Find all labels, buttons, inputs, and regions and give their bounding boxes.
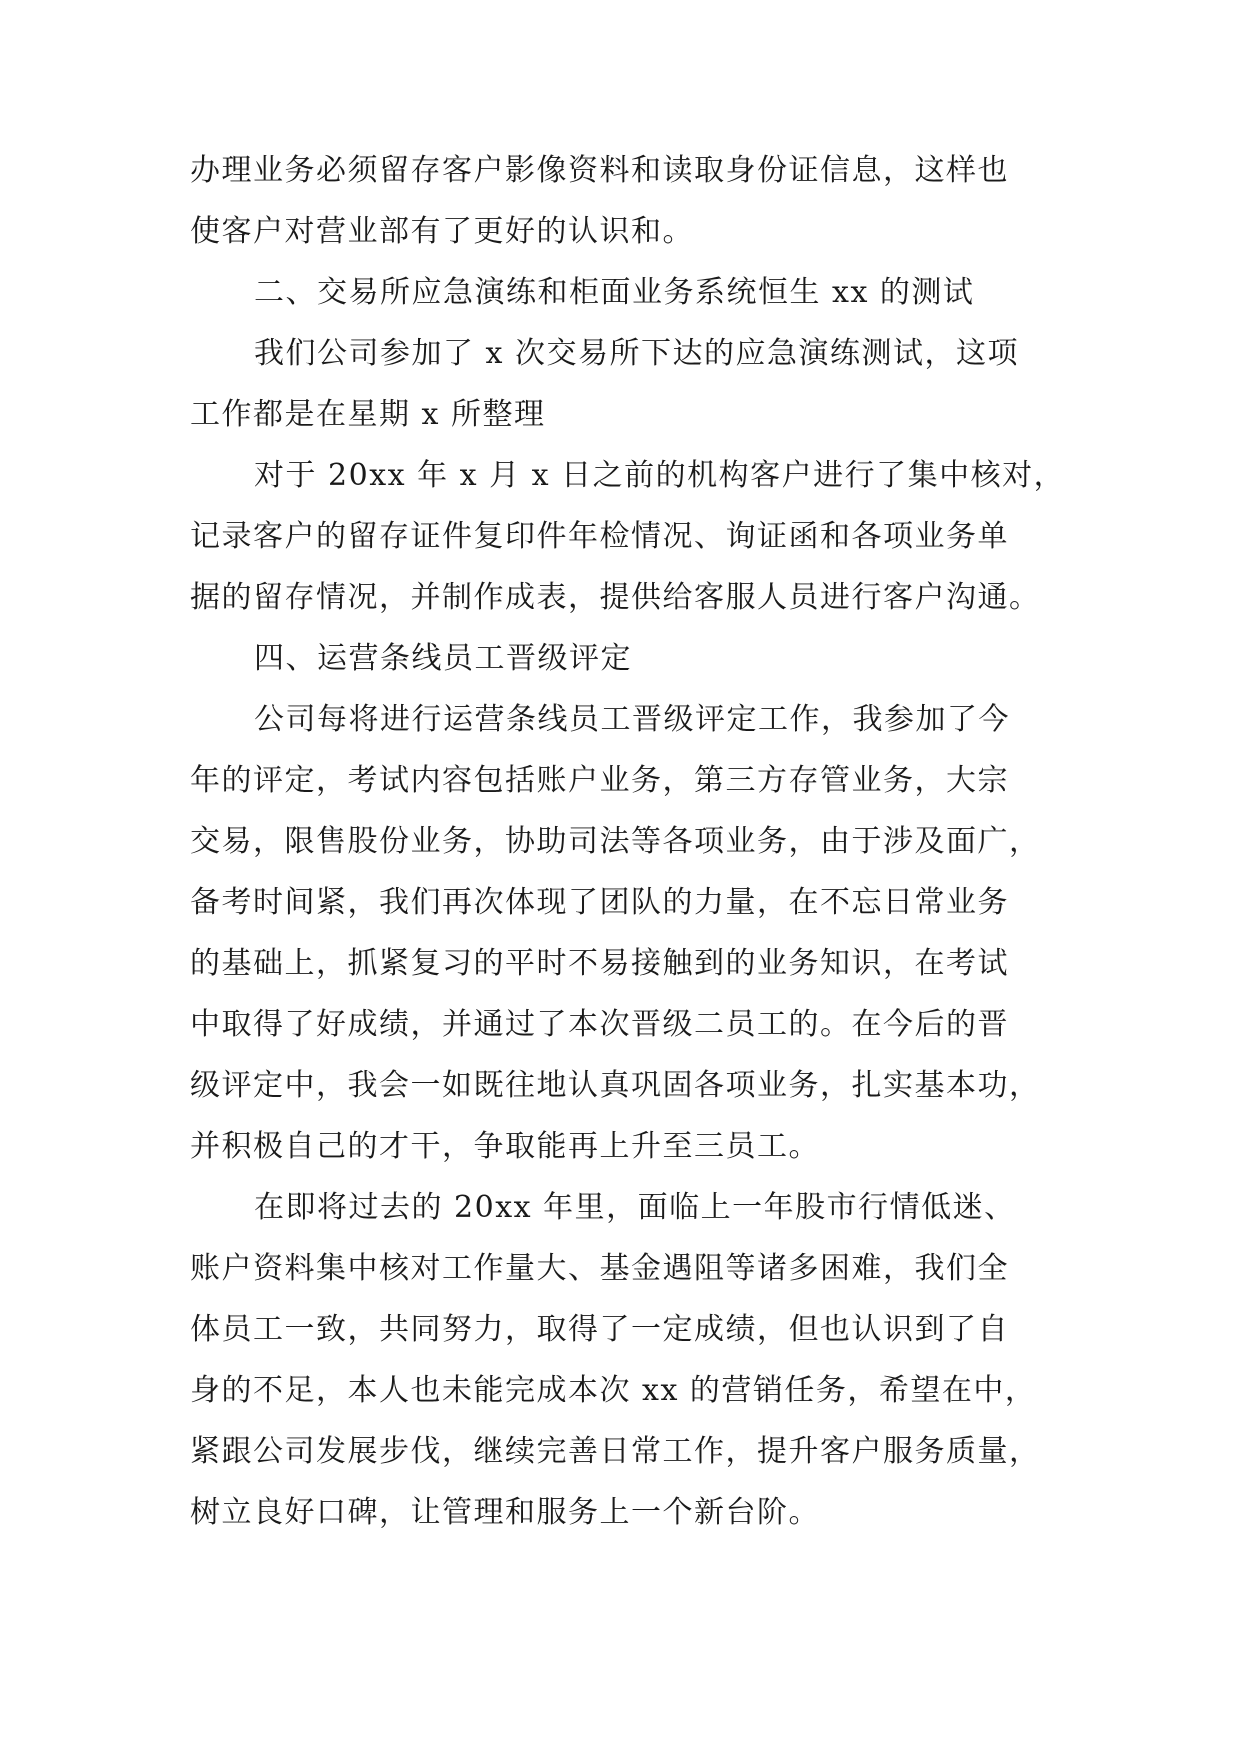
text-line: 工作都是在星期 x 所整理 [190, 397, 546, 432]
text-line: 年的评定，考试内容包括账户业务，第三方存管业务，大宗 [190, 763, 1009, 798]
text-line: 我们公司参加了 x 次交易所下达的应急演练测试，这项 [254, 336, 1019, 371]
text-line: 级评定中，我会一如既往地认真巩固各项业务，扎实基本功， [190, 1068, 1041, 1103]
text-line: 中取得了好成绩，并通过了本次晋级二员工的。在今后的晋 [190, 1007, 1009, 1042]
text-line: 紧跟公司发展步伐，继续完善日常工作，提升客户服务质量， [190, 1434, 1041, 1469]
section-heading: 四、运营条线员工晋级评定 [254, 641, 632, 676]
text-line: 备考时间紧，我们再次体现了团队的力量，在不忘日常业务 [190, 885, 1009, 920]
text-line: 记录客户的留存证件复印件年检情况、询证函和各项业务单 [190, 519, 1009, 554]
text-line: 的基础上，抓紧复习的平时不易接触到的业务知识，在考试 [190, 946, 1009, 981]
text-line: 交易，限售股份业务，协助司法等各项业务，由于涉及面广， [190, 824, 1041, 859]
text-line: 据的留存情况，并制作成表，提供给客服人员进行客户沟通。 [190, 580, 1041, 615]
text-line: 树立良好口碑，让管理和服务上一个新台阶。 [190, 1495, 820, 1530]
text-line: 使客户对营业部有了更好的认识和。 [190, 214, 694, 249]
text-line: 公司每将进行运营条线员工晋级评定工作，我参加了今 [254, 702, 1010, 737]
text-line: 在即将过去的 20xx 年里，面临上一年股市行情低迷、 [254, 1190, 1016, 1225]
text-line: 账户资料集中核对工作量大、基金遇阻等诸多困难，我们全 [190, 1251, 1009, 1286]
document-page [190, 140, 1066, 1543]
text-line: 并积极自己的才干，争取能再上升至三员工。 [190, 1129, 820, 1164]
text-line: 对于 20xx 年 x 月 x 日之前的机构客户进行了集中核对， [254, 458, 1066, 493]
text-line: 身的不足，本人也未能完成本次 xx 的营销任务，希望在中， [190, 1373, 1037, 1408]
text-line: 办理业务必须留存客户影像资料和读取身份证信息，这样也 [190, 153, 1009, 188]
text-line: 体员工一致，共同努力，取得了一定成绩，但也认识到了自 [190, 1312, 1009, 1347]
section-heading: 二、交易所应急演练和柜面业务系统恒生 xx 的测试 [254, 275, 975, 310]
